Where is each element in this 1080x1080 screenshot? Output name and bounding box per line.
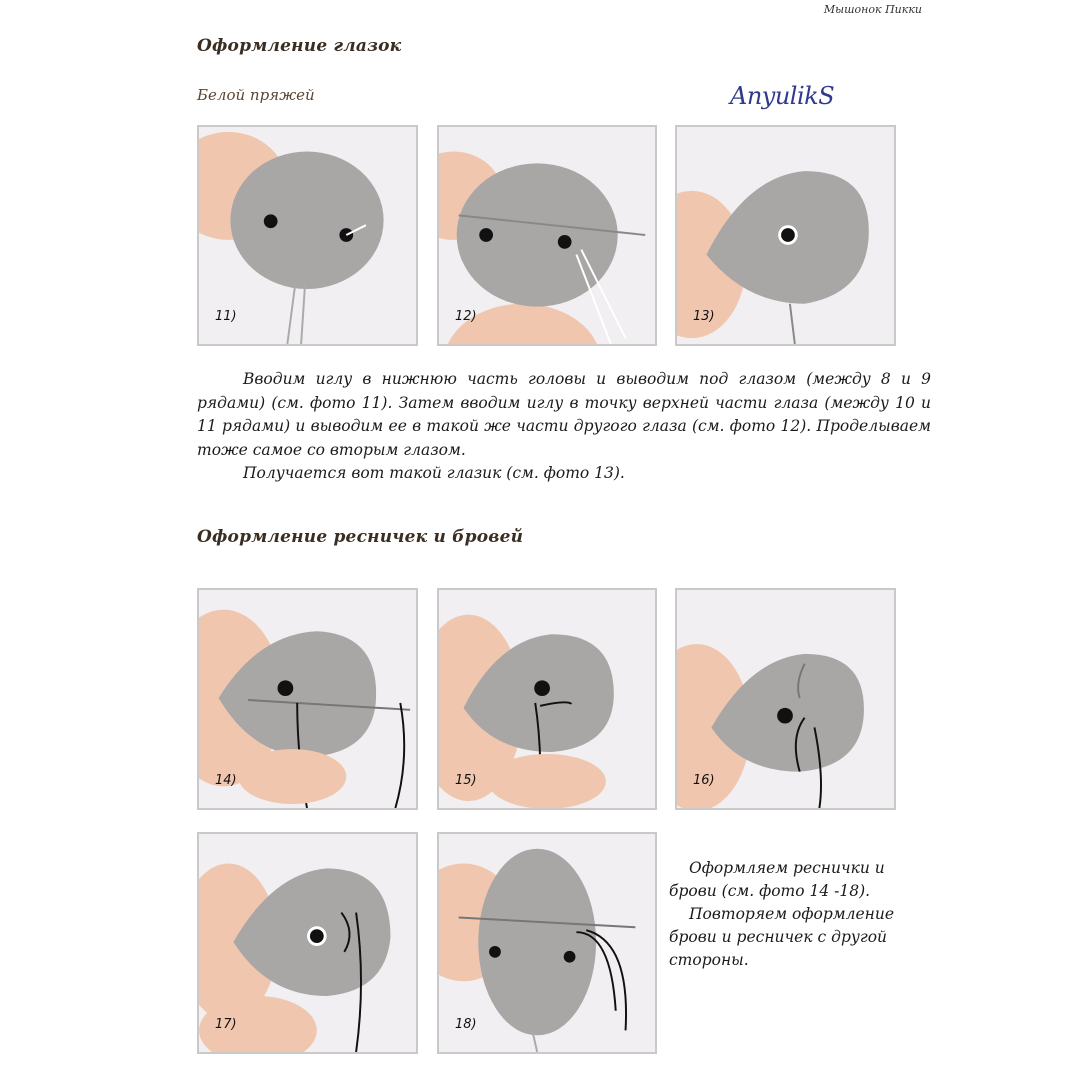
- paragraph-1: Вводим иглу в нижнюю часть головы и выводим под глазом (между 8 и 9 рядами) (см. фото 11). Затем вводим иглу в точку верхней части глаза (между 10 и 11 рядами) и выводим ее в такой же части другого глаза (см. фото 12). Проделываем тоже самое со вторым глазом.: [197, 370, 931, 459]
- instructions-eyes: [197, 368, 931, 486]
- photo-14-label: 14): [215, 773, 237, 788]
- paragraph-2: Получается вот такой глазик (см. фото 13).: [243, 464, 625, 482]
- author-signature: AnyulikS: [730, 82, 835, 110]
- side-text-1: Оформляем реснички и брови (см. фото 14 -18).: [669, 859, 885, 900]
- section-title-lashes: Оформление ресничек и бровей: [197, 527, 524, 547]
- photo-17: [197, 832, 418, 1054]
- photo-16: [675, 588, 896, 810]
- photo-16-label: 16): [693, 773, 715, 788]
- section-title-eyes: Оформление глазок: [197, 36, 402, 56]
- photo-17-label: 17): [215, 1017, 237, 1032]
- photo-13-label: 13): [693, 309, 715, 324]
- photo-11-label: 11): [215, 309, 237, 324]
- photo-15: [437, 588, 657, 810]
- photo-11: [197, 125, 418, 346]
- photo-14: [197, 588, 418, 810]
- photo-18: [437, 832, 657, 1054]
- section-subtitle: Белой пряжей: [197, 86, 315, 104]
- photo-18-label: 18): [455, 1017, 477, 1032]
- header-title: Мышонок Пикки: [823, 3, 922, 16]
- photo-13: [675, 125, 896, 346]
- side-text-2: Повторяем оформление брови и ресничек с другой стороны.: [669, 905, 895, 969]
- instructions-lashes: [669, 857, 919, 972]
- photo-12: [437, 125, 657, 346]
- photo-15-label: 15): [455, 773, 477, 788]
- photo-12-label: 12): [455, 309, 477, 324]
